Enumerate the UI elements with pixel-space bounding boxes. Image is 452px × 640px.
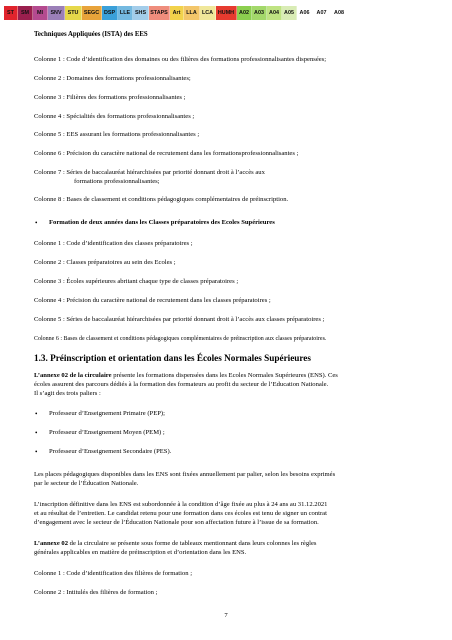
tab-a07[interactable]: A07 bbox=[313, 6, 331, 20]
para1-line1 bbox=[34, 372, 338, 380]
para2-line1: Les places pédagogiques disponibles dans les ENS sont fixées annuellement par palier, selon les besoins exprimés bbox=[34, 471, 336, 478]
para4-line1 bbox=[34, 540, 316, 548]
colonne-a-8: Colonne 8 : Bases de classement et conditions pédagogiques complémentaires de préinscription. bbox=[34, 196, 289, 203]
classes-prep-heading: Formation de deux années dans les Classes préparatoires des Ecoles Supérieures bbox=[49, 219, 275, 226]
heading-ista: Techniques Appliquées (ISTA) des EES bbox=[34, 31, 148, 38]
colonne-b-4: Colonne 4 : Précision du caractère national de recrutement dans les classes préparatoires ; bbox=[34, 297, 271, 304]
colonne-c-2: Colonne 2 : Intitulés des filières de formation ; bbox=[34, 589, 158, 596]
tab-shs[interactable]: SHS bbox=[133, 6, 149, 20]
para1-line3: Il s’agit des trois paliers : bbox=[34, 390, 101, 397]
para1-line2: écoles assurent des parcours dédiés à la formation des formateurs au profit du secteur de l’Education Nationale. bbox=[34, 381, 329, 388]
colonne-b-5: Colonne 5 : Séries de baccalauréat hiérarchisées par priorité donnant droit à l’accès aux classes préparatoires ; bbox=[34, 316, 325, 323]
tab-sm[interactable]: SM bbox=[18, 6, 33, 20]
tab-art[interactable]: Art bbox=[170, 6, 184, 20]
tab-lle[interactable]: LLE bbox=[118, 6, 133, 20]
colonne-a-3: Colonne 3 : Filières des formations professionnalisantes ; bbox=[34, 94, 186, 101]
colonne-b-1: Colonne 1 : Code d’identification des classes préparatoires ; bbox=[34, 240, 193, 247]
para2-line2: par le secteur de l’Éducation Nationale. bbox=[34, 480, 139, 487]
colonne-b-2: Colonne 2 : Classes préparatoires au sein des Ecoles ; bbox=[34, 259, 176, 266]
colonne-b-6: Colonne 6 : Bases de classement et conditions pédagogiques complémentaires de préinscription aux classes préparatoires. bbox=[34, 336, 327, 342]
tab-dsp[interactable]: DSP bbox=[102, 6, 118, 20]
colonne-a-7: Colonne 7 : Séries de baccalauréat hiérarchisées par priorité donnant droit à l’accès aux bbox=[34, 169, 265, 176]
tab-humh[interactable]: HUMH bbox=[216, 6, 237, 20]
tab-staps[interactable]: STAPS bbox=[149, 6, 170, 20]
colonne-a-7-cont: formations professionnalisantes; bbox=[74, 178, 160, 185]
bullet-icon: • bbox=[35, 429, 38, 437]
annexe-02-bold: L’annexe 02 bbox=[34, 540, 69, 547]
palier-pem: Professeur d’Enseignement Moyen (PEM) ; bbox=[49, 429, 165, 436]
section-tabs bbox=[4, 6, 347, 20]
colonne-c-1: Colonne 1 : Code d’identification des filières de formation ; bbox=[34, 570, 193, 577]
tab-snv[interactable]: SNV bbox=[48, 6, 65, 20]
tab-a05[interactable]: A05 bbox=[282, 6, 297, 20]
bullet-icon: • bbox=[35, 410, 38, 418]
section-title: 1.3. Préinscription et orientation dans les Écoles Normales Supérieures bbox=[34, 353, 311, 363]
colonne-a-6: Colonne 6 : Précision du caractère national de recrutement dans les formationsprofessionnalisantes ; bbox=[34, 150, 299, 157]
palier-pep: Professeur d’Enseignement Primaire (PEP); bbox=[49, 410, 165, 417]
palier-pes: Professeur d’Enseignement Secondaire (PES). bbox=[49, 448, 172, 455]
annexe-02-bold: L’annexe 02 de la circulaire bbox=[34, 372, 112, 379]
colonne-b-3: Colonne 3 : Écoles supérieures abritant chaque type de classes préparatoires ; bbox=[34, 278, 239, 285]
para4-line2: générales applicables en matière de préinscription et d’orientation dans les ENS. bbox=[34, 549, 247, 556]
para3-line3: d’engagement avec le secteur de l’Éducation Nationale pour son affectation future à l’issue de sa formation. bbox=[34, 519, 319, 526]
tab-st[interactable]: ST bbox=[4, 6, 18, 20]
bullet-icon: • bbox=[35, 448, 38, 456]
tab-a02[interactable]: A02 bbox=[237, 6, 252, 20]
tab-a06[interactable]: A06 bbox=[297, 6, 313, 20]
tab-a08[interactable]: A08 bbox=[331, 6, 347, 20]
tab-segc[interactable]: SEGC bbox=[82, 6, 102, 20]
colonne-a-5: Colonne 5 : EES assurant les formations professionnalisantes ; bbox=[34, 131, 200, 138]
para3-line1: L’inscription définitive dans les ENS est subordonnée à la condition d’âge fixée au plus à 24 ans au 31.12.2021 bbox=[34, 501, 328, 508]
colonne-a-4: Colonne 4 : Spécialités des formations professionnalisantes ; bbox=[34, 113, 195, 120]
para3-line2: et au résultat de l’entretien. Le candidat retenu pour une formation dans ces écoles est tenu de signer un contrat bbox=[34, 510, 327, 517]
tab-a04[interactable]: A04 bbox=[267, 6, 282, 20]
tab-lla[interactable]: LLA bbox=[184, 6, 200, 20]
tab-mi[interactable]: MI bbox=[33, 6, 48, 20]
tab-lca[interactable]: LCA bbox=[200, 6, 216, 20]
tab-stu[interactable]: STU bbox=[65, 6, 82, 20]
colonne-a-1: Colonne 1 : Code d’identification des domaines ou des filières des formations professionnalisantes dispensées; bbox=[34, 56, 327, 63]
page-number: 7 bbox=[224, 612, 228, 619]
para4-rest: de la circulaire se présente sous forme de tableaux mentionnant dans leurs colonnes les règles bbox=[68, 540, 317, 547]
tab-a03[interactable]: A03 bbox=[252, 6, 267, 20]
colonne-a-2: Colonne 2 : Domaines des formations professionnalisantes; bbox=[34, 75, 191, 82]
bullet-icon: • bbox=[35, 219, 38, 227]
para1-rest: présente les formations dispensées dans les Ecoles Normales Supérieures (ENS). Ces bbox=[111, 372, 338, 379]
